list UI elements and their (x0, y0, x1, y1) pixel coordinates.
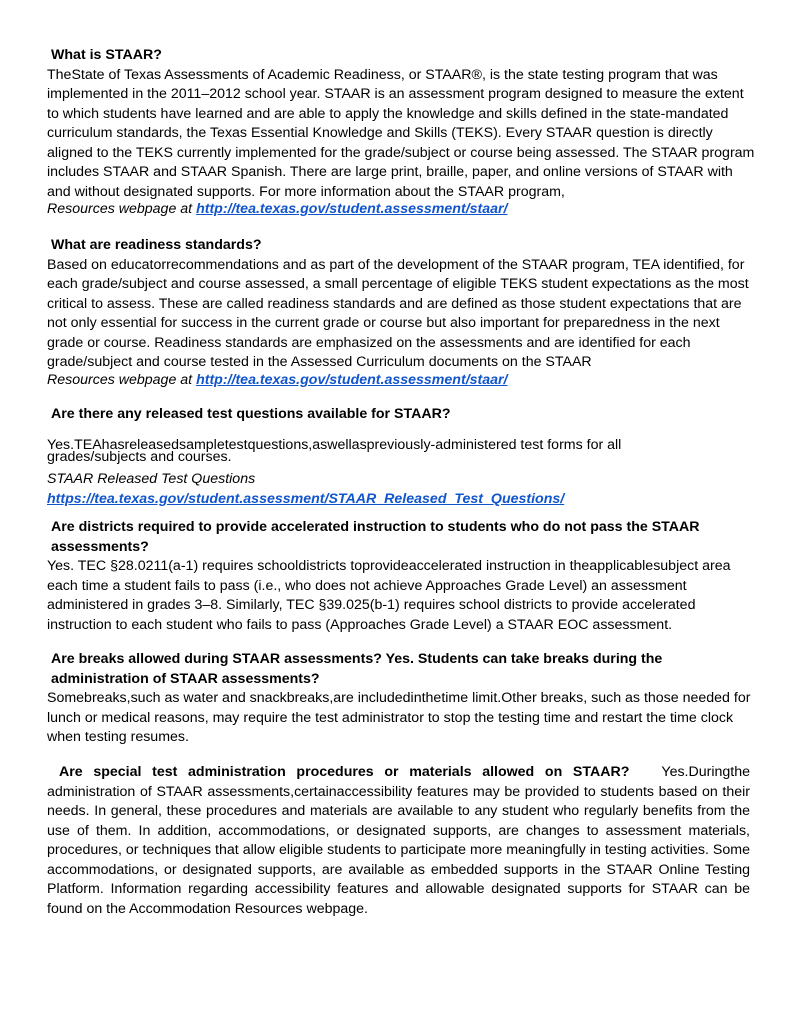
question-heading: What are readiness standards? (51, 237, 262, 253)
answer-text: Yes. TEC §28.0211(a-1) requires schooldistricts toprovideaccelerated instruction in theapplicablesubject area each time a student fails to pass (i.e., who does not achieve Approaches Grade Level) an assessment administered in grades 3–8. Similarly, TEC §39.025(b-1) requires school districts to provide accelerated instruction to each student who fails to pass (Approaches Grade Level) a STAAR EOC assessment. (47, 558, 731, 633)
released-line (47, 489, 757, 509)
question-heading: Are special test administration procedures or materials allowed on STAAR? (59, 764, 630, 780)
question-heading: Are there any released test questions available for STAAR? (51, 406, 451, 422)
answer-period: . (227, 448, 232, 465)
question-heading: Are breaks allowed during STAAR assessments? Yes. Students can take breaks during the administration of STAAR assessments? (51, 651, 663, 687)
answer-paragraph (47, 763, 750, 919)
answer-text: Somebreaks,such as water and snackbreaks,are includedinthetime limit.Other breaks, such as those needed for lunch or medical reasons, may require the test administrator to stop the testing time and restart the time clock when testing resumes. (47, 690, 751, 745)
resources-prefix: Resources webpage at (47, 201, 197, 217)
resources-line (47, 373, 757, 388)
section-accelerated-instruction (47, 518, 757, 635)
answer-line-2-text: grades/subjects and courses (47, 448, 228, 465)
section-released-questions (47, 405, 757, 509)
question-heading: What is STAAR? (51, 47, 162, 63)
resources-line (47, 202, 757, 217)
section-what-is-staar (47, 46, 757, 217)
answer-text: TheState of Texas Assessments of Academic Readiness, or STAAR®, is the state testing program that was implemented in the 2011–2012 school year. STAAR is an assessment program designed to measure the extent to which students have learned and are able to apply the knowledge and skills defined in the state-mandated curriculum standards, the Texas Essential Knowledge and Skills (TEKS). Every STAAR question is directly aligned to the TEKS currently implemented for the grade/subject or course being assessed. The STAAR program includes STAAR and STAAR Spanish. There are large print, braille, paper, and online versions of STAAR with and without designated supports. For more information about the STAAR program, (47, 66, 755, 200)
staar-resources-link[interactable]: http://tea.texas.gov/student.assessment/staar/ (196, 371, 508, 388)
answer-text: Yes.Duringthe administration of STAAR assessments,certainaccessibility features may be provided to students based on their needs. In general, these procedures and materials are available to any student who regularly benefits from the use of them. In addition, accommodations, or designated supports, are changes to assessment materials, procedures, or techniques that allow eligible students to participate more meaningfully in testing activities. Some accommodations, or designated supports, are available as embedded supports in the STAAR Online Testing Platform. Information regarding accessibility features and allowable designated supports for STAAR can be found on the Accommodation Resources webpage. (47, 764, 751, 917)
answer-text: Based on educatorrecommendations and as part of the development of the STAAR program, TEA identified, for each grade/subject and course assessed, a small percentage of eligible TEKS student expectations as the most critical to assess. These are called readiness standards and are defined as those student expectations that are not only essential for success in the current grade or course but also important for preparedness in the next grade or course. Readiness standards are emphasized on the assessments and are identified for each grade/subject and course tested in the Assessed Curriculum documents on the STAAR (47, 256, 749, 370)
section-readiness-standards (47, 236, 757, 388)
resources-prefix: Resources webpage at (47, 371, 197, 388)
answer-line-1: Yes.TEAhasreleasedsampletestquestions,aswellaspreviously-administered test forms for all (47, 436, 622, 453)
released-title: STAAR Released Test Questions (47, 470, 256, 487)
section-breaks (47, 650, 757, 748)
section-special-procedures (47, 763, 750, 919)
staar-resources-link[interactable]: http://tea.texas.gov/student.assessment/staar/ (196, 201, 508, 217)
question-heading: Are districts required to provide accelerated instruction to students who do not pass the STAAR assessments? (51, 519, 700, 555)
released-questions-link[interactable]: https://tea.texas.gov/student.assessment/STAAR_Released_Test_Questions/ (47, 490, 565, 507)
